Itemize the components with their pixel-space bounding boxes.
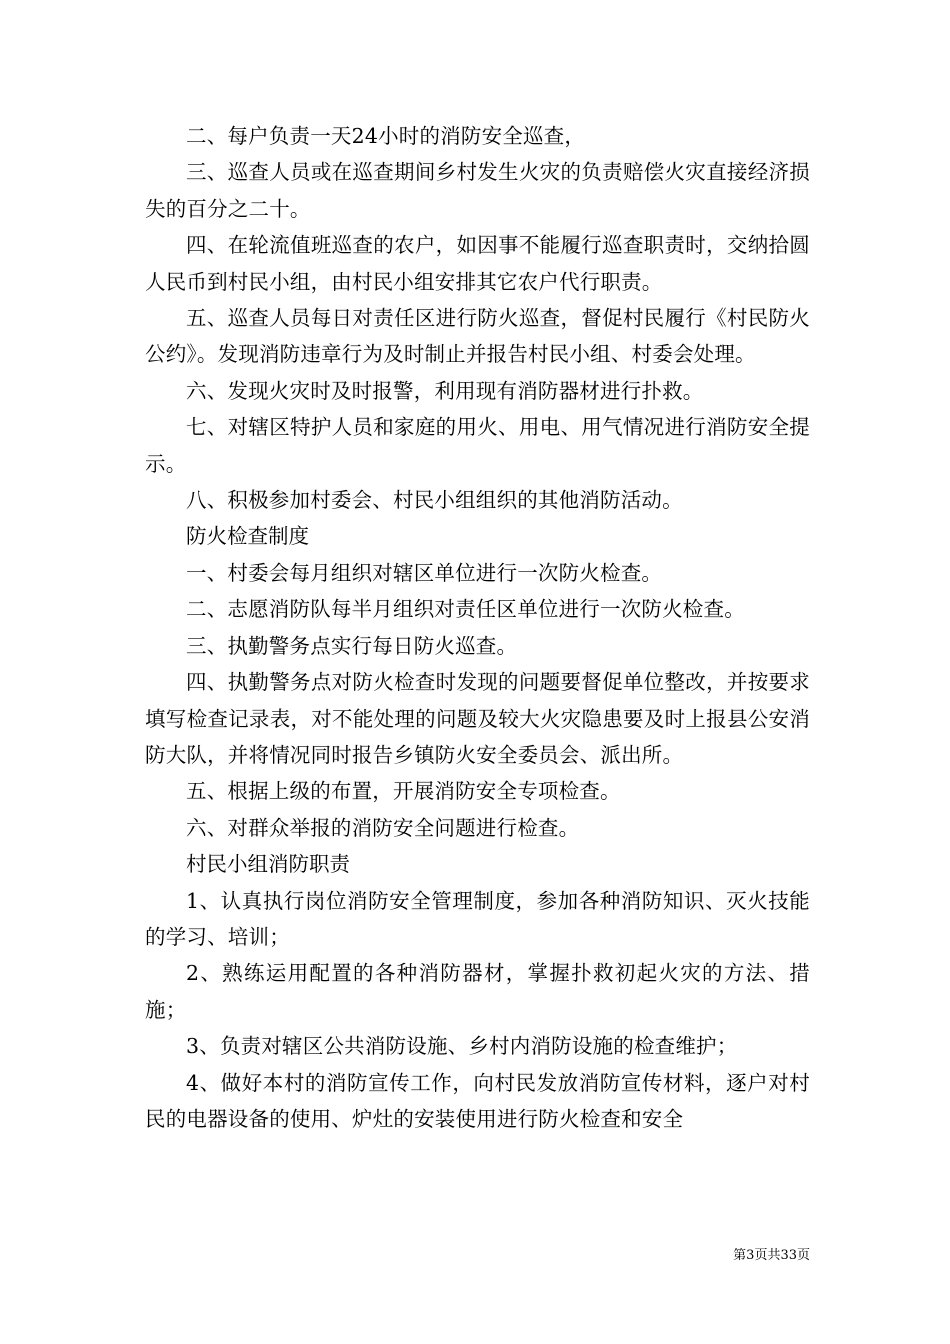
paragraph: 2、熟练运用配置的各种消防器材，掌握扑救初起火灾的方法、措施； [145,961,810,1022]
document-body [145,118,810,1137]
paragraph: 三、巡查人员或在巡查期间乡村发生火灾的负责赔偿火灾直接经济损失的百分之二十。 [145,160,810,221]
paragraph: 五、根据上级的布置，开展消防安全专项检查。 [186,779,621,804]
paragraph: 四、执勤警务点对防火检查时发现的问题要督促单位整改，并按要求填写检查记录表，对不能处理的问题及较大火灾隐患要及时上报县公安消防大队，并将情况同时报告乡镇防火安全委员会、派出所。 [145,670,810,767]
paragraph: 六、发现火灾时及时报警，利用现有消防器材进行扑救。 [186,378,704,403]
paragraph: 四、在轮流值班巡查的农户，如因事不能履行巡查职责时，交纳拾圆人民币到村民小组，由村民小组安排其它农户代行职责。 [145,233,810,294]
section-heading-fire-inspection: 防火检查制度 [186,524,309,549]
paragraph: 1、认真执行岗位消防安全管理制度，参加各种消防知识、灭火技能的学习、培训； [145,888,810,949]
paragraph: 二、每户负责一天24小时的消防安全巡查， [186,124,586,148]
paragraph: 六、对群众举报的消防安全问题进行检查。 [186,815,580,840]
paragraph: 八、积极参加村委会、村民小组组织的其他消防活动。 [186,488,683,513]
paragraph: 七、对辖区特护人员和家庭的用火、用电、用气情况进行消防安全提示。 [145,415,810,476]
paragraph: 五、巡查人员每日对责任区进行防火巡查，督促村民履行《村民防火公约》。发现消防违章行为及时制止并报告村民小组、村委会处理。 [145,306,810,367]
page-number: 第3页共33页 [733,1248,810,1263]
paragraph: 3、负责对辖区公共消防设施、乡村内消防设施的检查维护； [186,1034,738,1059]
paragraph: 一、村委会每月组织对辖区单位进行一次防火检查。 [186,560,663,585]
paragraph: 二、志愿消防队每半月组织对责任区单位进行一次防火检查。 [186,597,745,622]
section-heading-villager-group-duties: 村民小组消防职责 [186,852,350,877]
paragraph: 三、执勤警务点实行每日防火巡查。 [186,633,518,658]
paragraph: 4、做好本村的消防宣传工作，向村民发放消防宣传材料，逐户对村民的电器设备的使用、炉灶的安装使用进行防火检查和安全 [145,1070,810,1131]
